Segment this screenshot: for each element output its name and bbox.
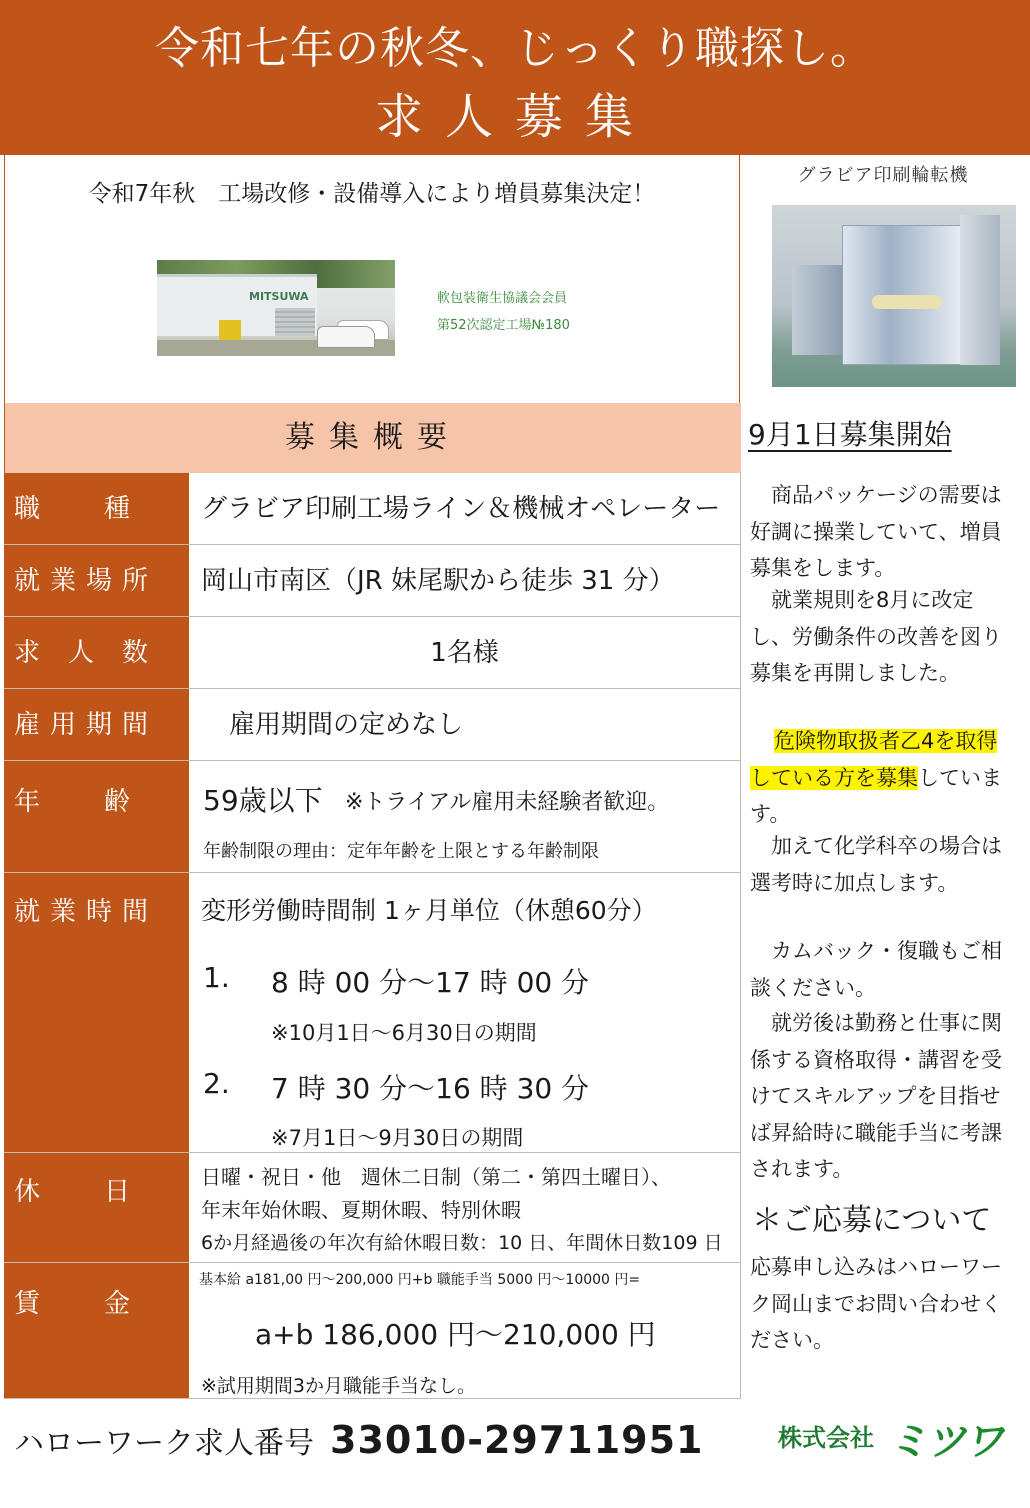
row-hours [4, 873, 741, 1153]
photo-car [317, 326, 375, 348]
label-count: 求人数 [4, 617, 189, 688]
age-note: ※トライアル雇用未経験者歓迎。 [345, 790, 670, 815]
shift1-number: 1. [203, 961, 230, 994]
highlight-text: 危険物取扱者乙4を取得している方を募集 [750, 729, 998, 790]
value-age: 59歳以下 [203, 784, 323, 817]
cell-wage [189, 1263, 740, 1398]
photo-shutter [275, 308, 315, 336]
photo-machine-part [960, 215, 1000, 365]
wage-note: ※試用期間3か月職能手当なし。 [201, 1375, 477, 1397]
label-wage: 賃 金 [4, 1263, 189, 1398]
photo-roll [872, 295, 942, 309]
intro-section [4, 155, 740, 403]
side-title: 9月1日募集開始 [748, 418, 952, 451]
label-hours: 就業時間 [4, 873, 189, 1152]
side-paragraph: 就業規則を8月に改定し、労働条件の改善を図り募集を再開しました。 [750, 588, 1002, 685]
intro-lead: 令和7年秋 工場改修・設備導入により増員募集決定！ [88, 181, 656, 207]
overview-heading: 募集概要 [4, 403, 741, 473]
value-job: グラビア印刷工場ライン＆機械オペレーター [201, 494, 721, 524]
photo-machine-part [792, 265, 842, 355]
page-subtitle: 求人募集 [374, 89, 655, 145]
row-period [4, 689, 741, 761]
shift2-number: 2. [203, 1067, 230, 1100]
press-photo [772, 205, 1016, 387]
label-period: 雇用期間 [4, 689, 189, 760]
label-job: 職 種 [4, 473, 189, 544]
side-paragraph: カムバック・復職もご相談ください。 [750, 939, 1002, 1000]
row-age [4, 761, 741, 873]
hellowork-number [14, 1418, 704, 1462]
factory-photo [157, 260, 395, 356]
press-caption: グラビア印刷輪転機 [797, 165, 969, 186]
header-banner [0, 0, 1030, 155]
wage-formula: 基本給 a181,00 円～200,000 円+b 職能手当 5000 円～10000 円= [199, 1272, 641, 1288]
company-prefix: 株式会社 [778, 1424, 874, 1452]
apply-text: 応募申し込みはハローワーク岡山までお問い合わせください。 [750, 1255, 1002, 1352]
shift1-time: 8 時 00 分～17 時 00 分 [271, 966, 590, 999]
label-holiday: 休 日 [4, 1153, 189, 1262]
row-job [4, 473, 741, 545]
holiday-line: 日曜・祝日・他 週休二日制（第二・第四土曜日）、 [201, 1165, 671, 1189]
cell-hours [189, 873, 740, 1152]
side-text-rest: しています。 [750, 765, 1002, 826]
shift2-note: ※7月1日～9月30日の期間 [271, 1126, 524, 1150]
value-count: 1名様 [430, 638, 499, 668]
cell-age [189, 761, 740, 872]
shift2-time: 7 時 30 分～16 時 30 分 [271, 1072, 590, 1105]
label-place: 就業場所 [4, 545, 189, 616]
value-period: 雇用期間の定めなし [229, 710, 464, 740]
wage-total: a+b 186,000 円～210,000 円 [255, 1318, 656, 1351]
value-place: 岡山市南区（JR 妹尾駅から徒歩 31 分） [201, 566, 675, 596]
shift1-note: ※10月1日～6月30日の期間 [271, 1021, 537, 1045]
side-paragraph: 加えて化学科卒の場合は選考時に加点します。 [750, 834, 1002, 895]
value-hours: 変形労働時間制 1ヶ月単位（休憩60分） [201, 896, 657, 925]
side-paragraph: 商品パッケージの需要は好調に操業していて、増員募集をします。 [750, 483, 1002, 580]
row-holiday [4, 1153, 741, 1263]
side-paragraph: 就労後は勤務と仕事に関係する資格取得・講習を受けてスキルアップを目指せば昇給時に職能手当に考課されます。 [750, 1011, 1002, 1181]
row-wage [4, 1263, 741, 1399]
side-paragraph-highlight [750, 723, 1012, 833]
company-logo-mark: ミツワ [888, 1419, 1002, 1465]
page-title: 令和七年の秋冬、じっくり職探し。 [155, 23, 875, 74]
holiday-line: 6か月経過後の年次有給休暇日数：10 日、年間休日数109 日 [201, 1232, 723, 1254]
photo-sign: MITSUWA [249, 290, 309, 303]
certification [437, 285, 570, 339]
row-place [4, 545, 741, 617]
cert-line: 軟包装衛生協議会会員 [437, 291, 568, 306]
label-age: 年 齢 [4, 761, 189, 872]
hellowork-label: ハローワーク求人番号 [14, 1426, 314, 1461]
cell-holiday [189, 1153, 740, 1262]
press-photo-box [740, 155, 1026, 403]
age-reason: 年齢制限の理由：定年年齢を上限とする年齢制限 [203, 841, 599, 862]
cert-line: 第52次認定工場№180 [437, 318, 570, 333]
company-logo [778, 1410, 1018, 1465]
hellowork-code: 33010-29711951 [330, 1418, 704, 1462]
apply-title: ＊ご応募について [752, 1203, 992, 1238]
row-count [4, 617, 741, 689]
holiday-line: 年末年始休暇、夏期休暇、特別休暇 [201, 1198, 521, 1222]
